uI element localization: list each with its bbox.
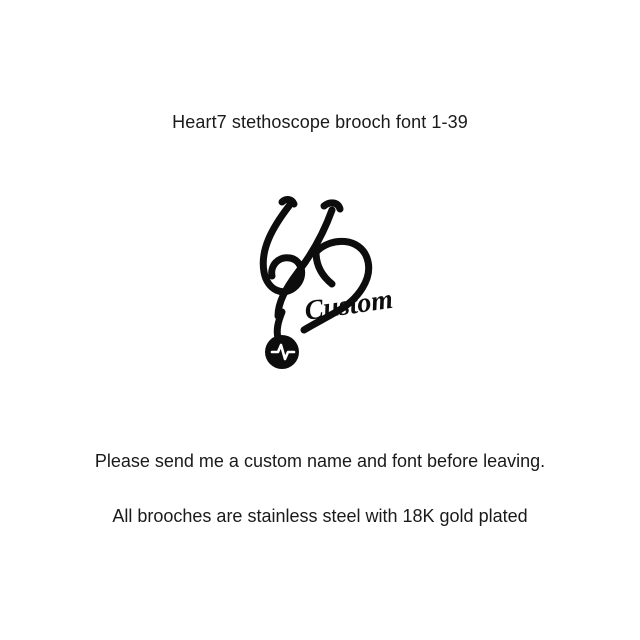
page-title: Heart7 stethoscope brooch font 1-39 xyxy=(172,112,468,132)
stethoscope-heart-brooch-illustration xyxy=(0,180,640,380)
custom-name-note: Please send me a custom name and font before leaving. xyxy=(94,451,546,471)
artwork-script-text: Custom xyxy=(302,283,395,327)
material-note: All brooches are stainless steel with 18K gold plated xyxy=(112,506,528,526)
